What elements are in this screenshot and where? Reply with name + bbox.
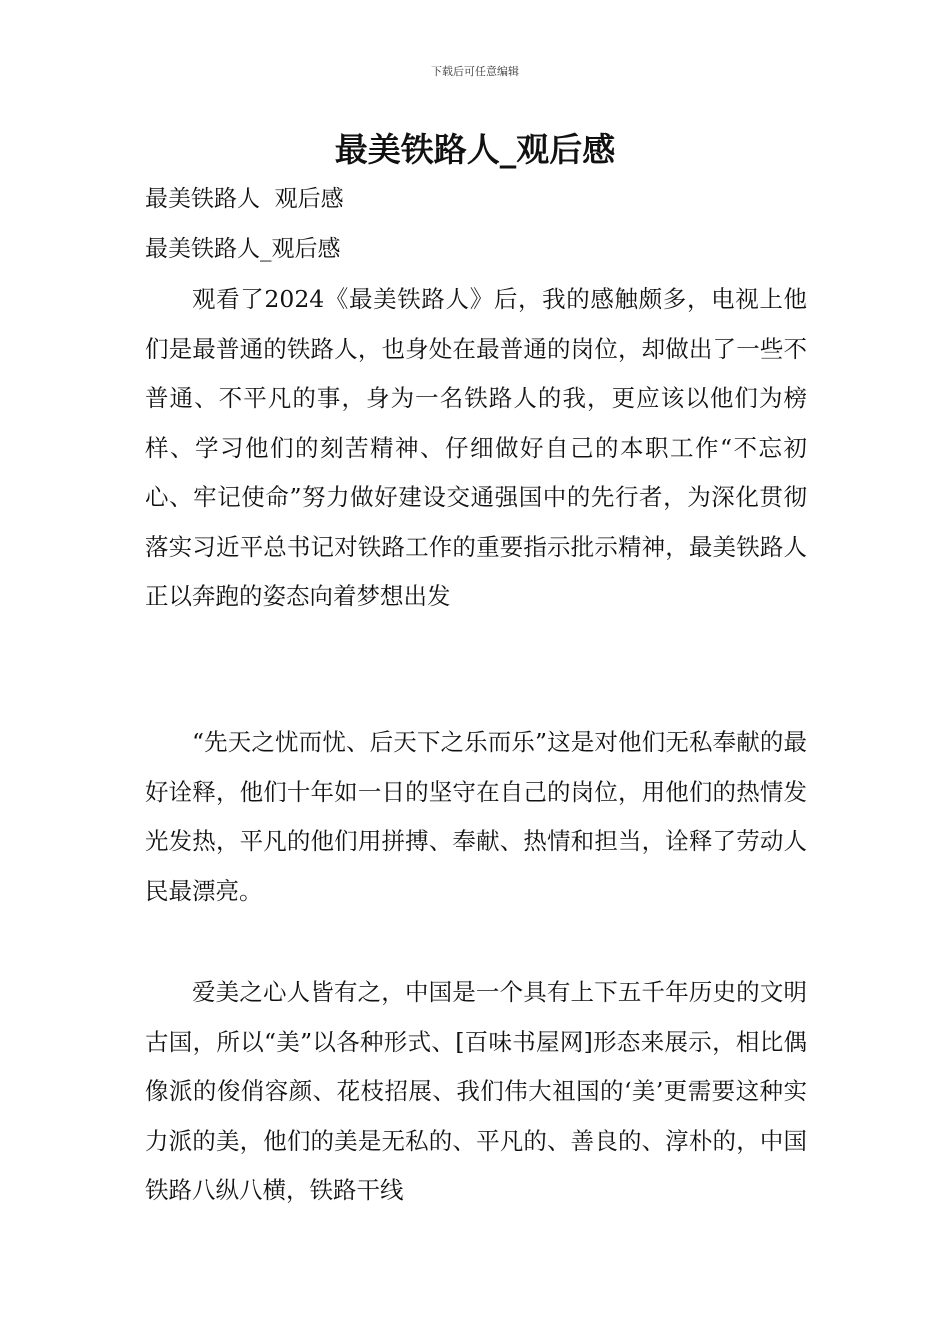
paragraph-1: 观看了2024《最美铁路人》后，我的感触颇多，电视上他们是最普通的铁路人，也身处在最普通的岗位，却做出了一些不普通、不平凡的事，身为一名铁路人的我，更应该以他们为榜样、学习他们的刻苦精神、仔细做好自己的本职工作“不忘初心、牢记使命”努力做好建设交通强国中的先行者，为深化贯彻落实习近平总书记对铁路工作的重要指示批示精神，最美铁路人正以奔跑的姿态向着梦想出发: [145, 285, 807, 610]
header-note: 下载后可任意编辑: [431, 65, 519, 78]
paragraph-3: 爱美之心人皆有之，中国是一个具有上下五千年历史的文明古国，所以“美”以各种形式、[百味书屋网]形态来展示，相比偶像派的俊俏容颜、花枝招展、我们伟大祖国的‘美’更需要这种实力派的美，他们的美是无私的、平凡的、善良的、淳朴的，中国铁路八纵八横，铁路干线: [145, 978, 807, 1204]
paragraph-2: “先天之忧而忧、后天下之乐而乐”这是对他们无私奉献的最好诠释，他们十年如一日的坚守在自己的岗位，用他们的热情发光发热，平凡的他们用拼搏、奉献、热情和担当，诠释了劳动人民最漂亮。: [145, 728, 807, 905]
subline-2: 最美铁路人_观后感: [145, 236, 341, 262]
document-title: 最美铁路人_观后感: [334, 130, 616, 169]
subline-1: 最美铁路人 观后感: [145, 186, 344, 212]
